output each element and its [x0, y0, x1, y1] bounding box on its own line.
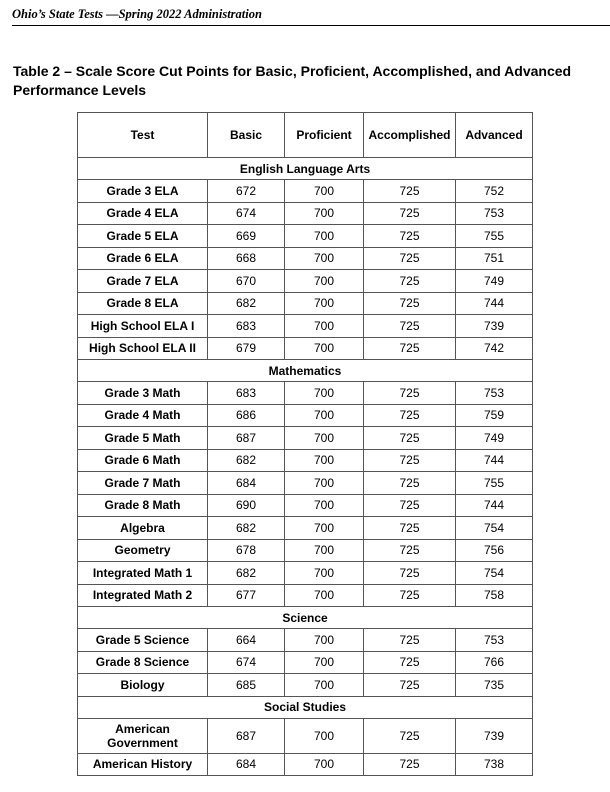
test-name: American Government: [78, 718, 208, 753]
test-name: High School ELA II: [78, 337, 208, 360]
table-row: [78, 449, 533, 472]
proficient-score: 700: [285, 270, 364, 293]
accomplished-score: 725: [364, 494, 456, 517]
test-name: American History: [78, 753, 208, 776]
proficient-score: 700: [285, 180, 364, 203]
table-header-row: [78, 113, 533, 158]
accomplished-score: 725: [364, 247, 456, 270]
basic-score: 687: [208, 718, 285, 753]
test-name: Grade 6 Math: [78, 449, 208, 472]
advanced-score: 744: [456, 449, 533, 472]
table-row: [78, 629, 533, 652]
accomplished-score: 725: [364, 674, 456, 697]
table-row: [78, 494, 533, 517]
table-row: [78, 382, 533, 405]
table-row: [78, 472, 533, 495]
proficient-score: 700: [285, 337, 364, 360]
proficient-score: 700: [285, 225, 364, 248]
accomplished-score: 725: [364, 449, 456, 472]
accomplished-score: 725: [364, 651, 456, 674]
advanced-score: 753: [456, 382, 533, 405]
table-row: [78, 651, 533, 674]
basic-score: 682: [208, 517, 285, 540]
column-header-advanced: Advanced: [456, 113, 533, 158]
proficient-score: 700: [285, 404, 364, 427]
section-title: Science: [78, 607, 533, 629]
test-name: Grade 5 Science: [78, 629, 208, 652]
proficient-score: 700: [285, 202, 364, 225]
table-row: [78, 674, 533, 697]
test-name: Biology: [78, 674, 208, 697]
test-name: Grade 8 Science: [78, 651, 208, 674]
basic-score: 682: [208, 292, 285, 315]
advanced-score: 749: [456, 270, 533, 293]
table-row: [78, 404, 533, 427]
proficient-score: 700: [285, 427, 364, 450]
advanced-score: 753: [456, 629, 533, 652]
advanced-score: 754: [456, 517, 533, 540]
column-header-basic: Basic: [208, 113, 285, 158]
section-header-row: [78, 607, 533, 629]
advanced-score: 755: [456, 225, 533, 248]
proficient-score: 700: [285, 517, 364, 540]
accomplished-score: 725: [364, 517, 456, 540]
test-name: Grade 3 ELA: [78, 180, 208, 203]
advanced-score: 749: [456, 427, 533, 450]
table-row: [78, 427, 533, 450]
advanced-score: 754: [456, 562, 533, 585]
test-name: Grade 4 ELA: [78, 202, 208, 225]
proficient-score: 700: [285, 753, 364, 776]
basic-score: 686: [208, 404, 285, 427]
proficient-score: 700: [285, 562, 364, 585]
basic-score: 682: [208, 449, 285, 472]
advanced-score: 759: [456, 404, 533, 427]
advanced-score: 756: [456, 539, 533, 562]
table-row: [78, 337, 533, 360]
header-rule: [12, 25, 610, 26]
basic-score: 669: [208, 225, 285, 248]
test-name: Integrated Math 2: [78, 584, 208, 607]
test-name: Grade 8 ELA: [78, 292, 208, 315]
basic-score: 677: [208, 584, 285, 607]
table-row: [78, 584, 533, 607]
table-title: Table 2 – Scale Score Cut Points for Basic, Proficient, Accomplished, and Advanced Performance Levels: [13, 63, 572, 98]
table-body: [78, 158, 533, 776]
test-name: Grade 5 Math: [78, 427, 208, 450]
test-name: Grade 8 Math: [78, 494, 208, 517]
advanced-score: 739: [456, 315, 533, 338]
accomplished-score: 725: [364, 404, 456, 427]
section-title: Social Studies: [78, 696, 533, 718]
table-row: [78, 315, 533, 338]
basic-score: 678: [208, 539, 285, 562]
proficient-score: 700: [285, 539, 364, 562]
accomplished-score: 725: [364, 427, 456, 450]
test-name: Grade 4 Math: [78, 404, 208, 427]
proficient-score: 700: [285, 651, 364, 674]
basic-score: 683: [208, 315, 285, 338]
column-header-proficient: Proficient: [285, 113, 364, 158]
accomplished-score: 725: [364, 629, 456, 652]
basic-score: 682: [208, 562, 285, 585]
test-name: Integrated Math 1: [78, 562, 208, 585]
proficient-score: 700: [285, 315, 364, 338]
section-title: Mathematics: [78, 360, 533, 382]
proficient-score: 700: [285, 718, 364, 753]
column-header-accomplished: Accomplished: [364, 113, 456, 158]
advanced-score: 744: [456, 494, 533, 517]
accomplished-score: 725: [364, 584, 456, 607]
table-row: [78, 225, 533, 248]
section-header-row: [78, 696, 533, 718]
advanced-score: 752: [456, 180, 533, 203]
table-row: [78, 562, 533, 585]
proficient-score: 700: [285, 292, 364, 315]
basic-score: 679: [208, 337, 285, 360]
proficient-score: 700: [285, 584, 364, 607]
proficient-score: 700: [285, 472, 364, 495]
proficient-score: 700: [285, 494, 364, 517]
test-name: Geometry: [78, 539, 208, 562]
accomplished-score: 725: [364, 539, 456, 562]
table-row: [78, 539, 533, 562]
basic-score: 683: [208, 382, 285, 405]
proficient-score: 700: [285, 449, 364, 472]
basic-score: 690: [208, 494, 285, 517]
advanced-score: 758: [456, 584, 533, 607]
accomplished-score: 725: [364, 315, 456, 338]
accomplished-score: 725: [364, 562, 456, 585]
advanced-score: 766: [456, 651, 533, 674]
test-name: Grade 6 ELA: [78, 247, 208, 270]
accomplished-score: 725: [364, 337, 456, 360]
test-name: Grade 5 ELA: [78, 225, 208, 248]
accomplished-score: 725: [364, 225, 456, 248]
basic-score: 684: [208, 472, 285, 495]
basic-score: 674: [208, 202, 285, 225]
accomplished-score: 725: [364, 472, 456, 495]
section-header-row: [78, 360, 533, 382]
accomplished-score: 725: [364, 382, 456, 405]
basic-score: 685: [208, 674, 285, 697]
table-row: [78, 753, 533, 776]
advanced-score: 738: [456, 753, 533, 776]
section-title: English Language Arts: [78, 158, 533, 180]
advanced-score: 744: [456, 292, 533, 315]
basic-score: 674: [208, 651, 285, 674]
accomplished-score: 725: [364, 270, 456, 293]
advanced-score: 742: [456, 337, 533, 360]
table-row: [78, 517, 533, 540]
basic-score: 687: [208, 427, 285, 450]
accomplished-score: 725: [364, 202, 456, 225]
basic-score: 668: [208, 247, 285, 270]
basic-score: 684: [208, 753, 285, 776]
advanced-score: 735: [456, 674, 533, 697]
test-name: Algebra: [78, 517, 208, 540]
proficient-score: 700: [285, 674, 364, 697]
table-row: [78, 270, 533, 293]
table-row: [78, 247, 533, 270]
proficient-score: 700: [285, 247, 364, 270]
test-name: Grade 7 ELA: [78, 270, 208, 293]
advanced-score: 755: [456, 472, 533, 495]
proficient-score: 700: [285, 382, 364, 405]
table-row: [78, 180, 533, 203]
accomplished-score: 725: [364, 753, 456, 776]
basic-score: 672: [208, 180, 285, 203]
basic-score: 670: [208, 270, 285, 293]
advanced-score: 753: [456, 202, 533, 225]
test-name: Grade 7 Math: [78, 472, 208, 495]
advanced-score: 751: [456, 247, 533, 270]
accomplished-score: 725: [364, 180, 456, 203]
table-row: [78, 202, 533, 225]
table-row: [78, 718, 533, 753]
table-row: [78, 292, 533, 315]
test-name: High School ELA I: [78, 315, 208, 338]
running-header: Ohio’s State Tests —Spring 2022 Administration: [12, 7, 262, 21]
basic-score: 664: [208, 629, 285, 652]
test-name: Grade 3 Math: [78, 382, 208, 405]
column-header-test: Test: [78, 113, 208, 158]
proficient-score: 700: [285, 629, 364, 652]
section-header-row: [78, 158, 533, 180]
accomplished-score: 725: [364, 292, 456, 315]
cut-points-table: [77, 112, 533, 776]
accomplished-score: 725: [364, 718, 456, 753]
advanced-score: 739: [456, 718, 533, 753]
